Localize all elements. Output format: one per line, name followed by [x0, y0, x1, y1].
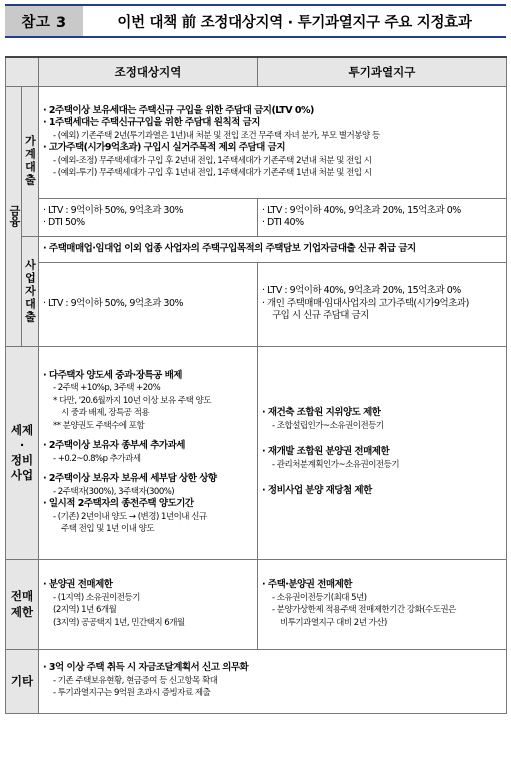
list-item: - 관리처분계획인가~소유권이전등기 [272, 459, 400, 470]
category-finance: 금융 [6, 86, 22, 346]
list-item: - (기존) 2년이내 양도 → (변경) 1년이내 신규 [53, 511, 207, 522]
column-header-adjusted: 조정대상지역 [39, 57, 258, 86]
tax-speculative [258, 346, 507, 559]
list-item: · 재건축 조합원 지위양도 제한 [262, 407, 381, 419]
table-row [6, 346, 507, 559]
list-item: - 2주택 +10%p, 3주택 +20% [53, 383, 161, 393]
table-row [6, 86, 507, 198]
list-item: · 3억 이상 주택 취득 시 자금조달계획서 신고 의무화 [43, 662, 249, 674]
list-item: - 소유권이전등기(최대 5년) [272, 592, 367, 603]
table-row [6, 262, 507, 346]
category-tax-redevelopment: 세제 · 정비 사업 [6, 346, 39, 559]
list-item: · 다주택자 양도세 중과·장특공 배제 [43, 369, 182, 381]
table-row [6, 236, 507, 262]
column-header-speculative: 투기과열지구 [258, 57, 507, 86]
list-item: ** 분양권도 주택수에 포함 [53, 420, 145, 431]
table-header-row [6, 57, 507, 86]
list-item: - (예외-조정) 무주택세대가 구입 후 2년내 전입, 1주택세대가 기존주택 2년내 처분 및 전입 시 [53, 155, 372, 166]
subcategory-business-loan: 사업자대출 [22, 236, 39, 346]
list-item: · 고가주택(시가9억초과) 구입시 실거주목적 제외 주담대 금지 [43, 142, 285, 153]
category-other: 기타 [6, 649, 39, 713]
household-loan-shared [39, 86, 507, 198]
list-item: (3지역) 공공택지 1년, 민간택지 6개월 [53, 617, 185, 628]
list-item: · 주택·분양권 전매제한 [262, 579, 352, 590]
business-loan-adjusted: · LTV : 9억이하 50%, 9억초과 30% [39, 262, 258, 346]
household-loan-speculative-ltv: · LTV : 9억이하 40%, 9억초과 20%, 15억초과 0% · DTI 40% [258, 198, 507, 236]
list-item: - (예외-투기) 무주택세대가 구입 후 1년내 전입, 1주택세대가 기존주택 1년내 처분 및 전입 시 [53, 168, 372, 178]
list-item: · 일시적 2주택자의 종전주택 양도기간 [43, 498, 194, 509]
list-item: - 2주택자(300%), 3주택자(300%) [53, 486, 175, 497]
resale-adjusted [39, 559, 258, 649]
list-item: · 2주택이상 보유자 종부세 추가과세 [43, 440, 185, 451]
list-item: (2지역) 1년 6개월 [53, 605, 117, 615]
household-loan-adjusted-ltv: · LTV : 9억이하 50%, 9억초과 30% · DTI 50% [39, 198, 258, 236]
business-loan-speculative: · LTV : 9억이하 40%, 9억초과 20%, 15억초과 0% · 개인 주택매매·임대사업자의 고가주택(시가9억초과) 구입 시 신규 주담대 금지 [258, 262, 507, 346]
list-item: - 투기과열지구는 9억원 초과시 증빙자료 제출 [53, 688, 211, 699]
designation-effects-table [5, 56, 507, 714]
table-row [6, 559, 507, 649]
reference-tag: 참고 3 [5, 6, 83, 36]
category-resale-restriction: 전매 제한 [6, 559, 39, 649]
business-loan-shared: · 주택매매업·임대업 이외 업종 사업자의 주택구입목적의 주택담보 기업자금대출 신규 취급 금지 [39, 236, 507, 262]
list-item: - (예외) 기존주택 2년(투기과열은 1년)내 처분 및 전입 조건 무주택 자녀 분가, 부모 별거봉양 등 [53, 130, 380, 141]
list-item: · 분양권 전매제한 [43, 579, 113, 590]
list-item: 시 중과 배제, 장특공 적용 [61, 408, 150, 418]
page-header [5, 4, 506, 38]
list-item: · 2주택이상 보유세대는 주택신규 구입을 위한 주담대 금지(LTV 0%) [43, 104, 314, 116]
table-row [6, 198, 507, 236]
other-shared [39, 649, 507, 713]
list-item: - 기존 주택보유현황, 현금증여 등 신고항목 확대 [53, 675, 218, 686]
table-row [6, 649, 507, 713]
list-item: · 1주택세대는 주택신규구입을 위한 주담대 원칙적 금지 [43, 117, 260, 128]
list-item: 주택 전입 및 1년 이내 양도 [61, 524, 155, 534]
subcategory-household-loan: 가계대출 [22, 86, 39, 236]
list-item: · 재개발 조합원 분양권 전매제한 [262, 446, 390, 458]
list-item: 비투기과열지구 대비 2년 가산) [280, 617, 387, 628]
list-item: * 다만, '20.6월까지 10년 이상 보유 주택 양도 [53, 395, 211, 406]
list-item: · 정비사업 분양 재당첨 제한 [262, 485, 372, 497]
page-title: 이번 대책 前 조정대상지역 · 투기과열지구 주요 지정효과 [117, 14, 472, 31]
corner-cell [6, 57, 39, 86]
list-item: - 분양가상한제 적용주택 전매제한기간 강화(수도권은 [272, 605, 456, 615]
list-item: - 조합설립인가~소유권이전등기 [272, 420, 384, 431]
tax-adjusted [39, 346, 258, 559]
list-item: - (1지역) 소유권이전등기 [53, 592, 140, 603]
list-item: - +0.2~0.8%p 추가과세 [53, 453, 141, 464]
resale-speculative [258, 559, 507, 649]
list-item: · 2주택이상 보유자 보유세 세부담 상한 상향 [43, 473, 217, 484]
